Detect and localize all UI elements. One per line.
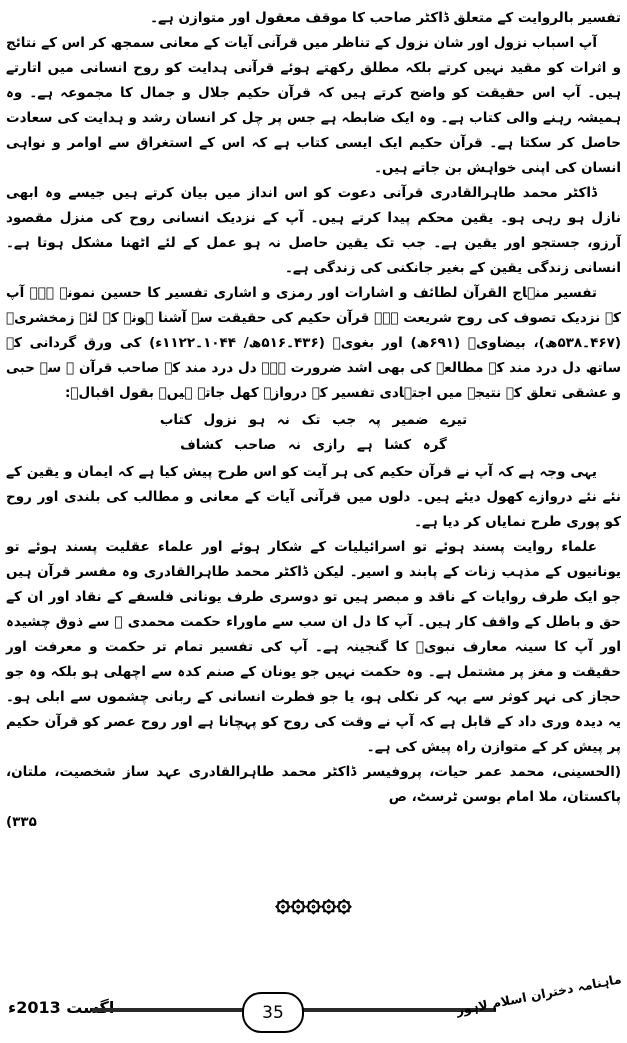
page-number-badge [242, 992, 304, 1033]
paragraph-6: علماء روایت پسند ہوئے تو اسرائیلیات کے شکار ہوئے اور علماء عقلیت پسند ہوئے تو یونانیوں کے مذہب زنات کے پابند و اسیر۔ لیکن ڈاکٹر محمد طاہرالقادری وہ مفسر قرآن ہیں جو ایک طرف روایات کے ناقد و مبصر ہیں تو دوسری طرف یونانی فلسفے کے نقاد اور ان کے حق و باطل کے واقف کار ہیں۔ آپ کا دل ان سب سے ماوراء حکمت محمدی ﷺ سے ذوق چشیدہ اور آپ کا سینہ معارف نبویؐ کا گنجینہ ہے۔ آپ کی تفسیر تمام تر حکمت و معرفت اور حقیقت و مغز پر مشتمل ہے۔ وہ حکمت نہیں جو یونان کے صنم کدہ سے اچھلی ہو بلکہ وہ جو حجاز کی نہر کوثر سے بہہ کر نکلی ہو، یا جو فطرت انسانی کے ربانی چشموں سے ابلی ہو۔ یہ دیدہ وری داد کے قابل ہے کہ آپ نے وقت کی روح کو پہچانا ہے اور روح عصر کو قرآن حکیم پر پیش کر کے متوازن راہ پیش کی ہے۔ [6, 539, 621, 755]
poem-line-2: گرہ کشا ہے رازی نہ صاحب کشاف [180, 437, 447, 453]
poem-couplet [66, 408, 561, 458]
issue-date: اگست 2013ء [8, 998, 115, 1017]
magazine-title: ماہنامہ دختران اسلام لاہور [454, 971, 623, 1018]
citation-page-number: ۳۳۵) [6, 814, 37, 830]
paragraph-1: تفسیر بالروایت کے متعلق ڈاکٹر صاحب کا موقف معقول اور متوازن ہے۔ [150, 10, 621, 26]
citation-reference: (الحسینی، محمد عمر حیات، پروفیسر ڈاکٹر محمد طاہرالقادری عہد ساز شخصیت، ملتان، پاکستان، ملا امام بوسن ٹرسٹ، ص [6, 764, 621, 805]
page-number: 35 [262, 1002, 284, 1023]
paragraph-5: یہی وجہ ہے کہ آپ نے قرآن حکیم کی ہر آیت کو اس طرح پیش کیا ہے کہ ایمان و یقین کے نئے نئے دروازے کھول دیئے ہیں۔ دلوں میں قرآنی آیات کے معانی و مطالب کی بلندی اور روح کو پوری طرح نمایاں کر دیا ہے۔ [6, 464, 621, 530]
paragraph-4: تفسیر منہاج القرآن لطائف و اشارات اور رمزی و اشاری تفسیر کا حسین نمونہ ہے۔ آپ کے نزدیک تصوف کی روح شریعت ہے۔ قرآن حکیم کی حقیقت سے آشنا ہونے کے لئے زمخشریؒ (۴۶۷۔۵۳۸ھ)، بیضاویؒ (۶۹۱ھ) اور بغویؒ (۴۳۶۔۵۱۶ھ/ ۱۰۴۴۔۱۱۲۲ء) کی ورق گردانی کے ساتھ دل درد مند کے مطالعہ کی بھی اشد ضرورت ہے۔ دل درد مند کے صاحب قرآن ﷺ سے حبی و عشقی تعلق کے نتیجے میں اجتہادی تفسیر کے دروازے کھل جاتے ہیں۔ بقول اقبالؒ: [6, 285, 621, 401]
paragraph-2: آپ اسباب نزول اور شان نزول کے تناظر میں قرآنی آیات کے معانی سمجھ کر اس کے نتائج و اثرات کو مقید نہیں کرتے بلکہ مطلق رکھتے ہوئے قرآنی ہدایت کو روح انسانی میں اتارتے ہیں۔ آپ اس حقیقت کو واضح کرتے ہیں کہ قرآن حکیم جلال و جمال کا مجموعہ ہے۔ وہ ہمیشہ رہنے والی کتاب ہے۔ وہ ایک ضابطہ ہے جس پر چل کر انسان رشد و ہدایت کی سعادت حاصل کر سکتا ہے۔ قرآن حکیم ایک ایسی کتاب ہے کہ اس کے استغراق سے اوامر و نواہی انسان کی اپنی خواہش بن جاتے ہیں۔ [6, 35, 621, 176]
paragraph-3: ڈاکٹر محمد طاہرالقادری قرآنی دعوت کو اس انداز میں بیان کرتے ہیں جیسے وہ ابھی نازل ہو رہی ہو۔ یقین محکم پیدا کرتے ہیں۔ آپ کے نزدیک انسانی روح کی منزل مقصود آرزو، جستجو اور یقین ہے۔ جب تک یقین حاصل نہ ہو عمل کے لئے اٹھنا مشکل ہوتا ہے۔ انسانی زندگی یقین کے بغیر جانکنی کی زندگی ہے۔ [6, 185, 621, 276]
poem-line-1: تیرے ضمیر پہ جب تک نہ ہو نزول کتاب [159, 412, 468, 428]
flower-ornaments-icon: ۞۞۞۞۞ [275, 888, 352, 918]
